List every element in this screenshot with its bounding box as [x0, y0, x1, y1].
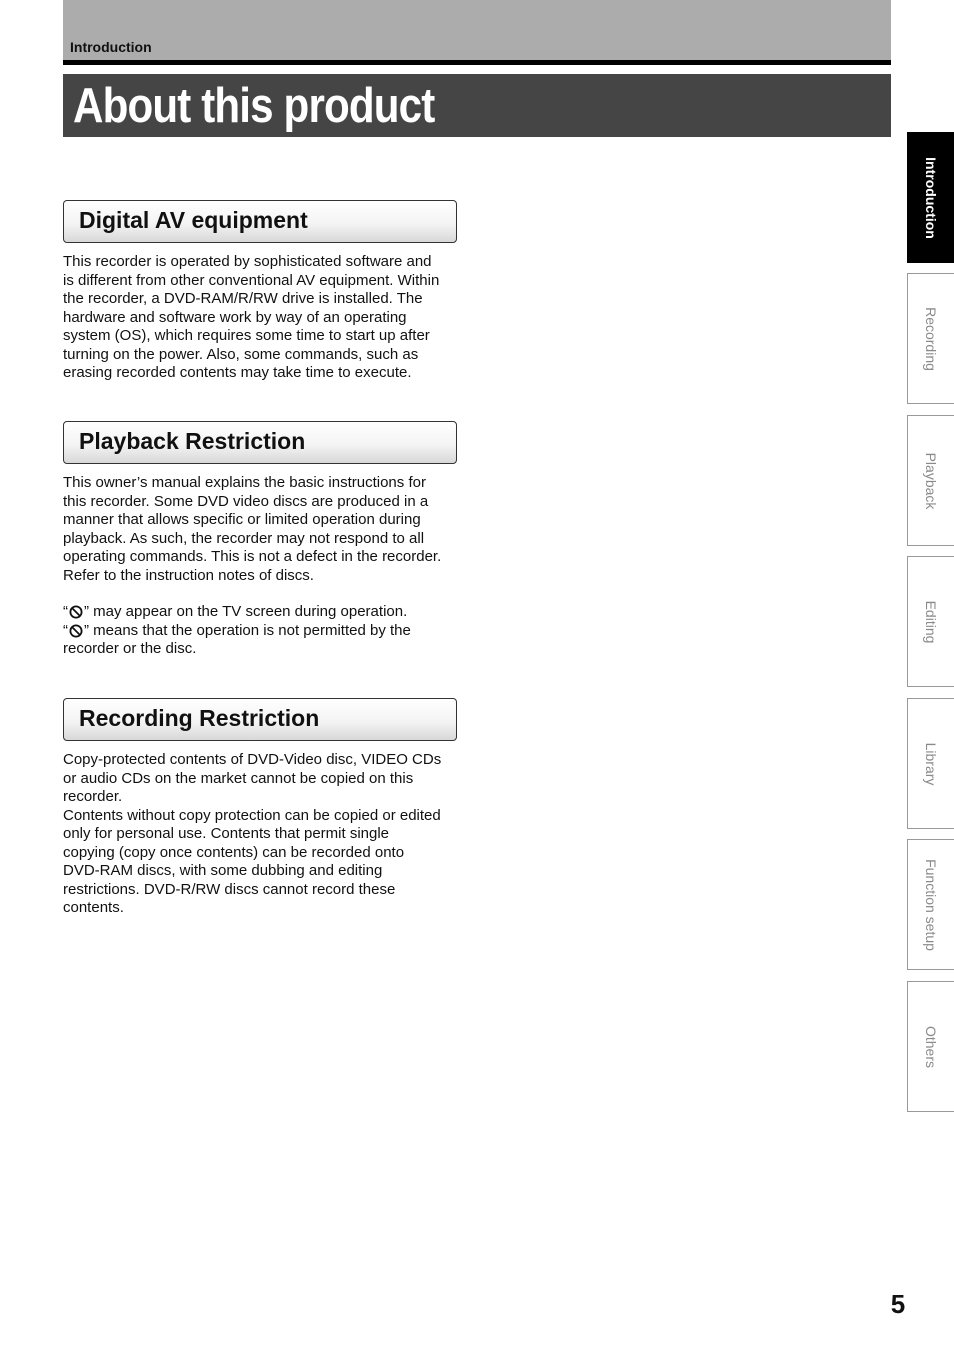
quote-open: “ [63, 603, 68, 620]
section-heading-box-playback [63, 421, 457, 464]
tab-editing[interactable] [907, 556, 954, 687]
tab-label: Function setup [923, 858, 939, 951]
tab-others[interactable] [907, 981, 954, 1112]
header-divider [63, 60, 891, 65]
note-line: recorder or the disc. [63, 640, 197, 657]
body-line: system (OS), which requires some time to start up after [63, 327, 430, 344]
body-line: or audio CDs on the market cannot be copied on this [63, 769, 414, 787]
tab-label: Library [923, 742, 939, 785]
prohibition-note [63, 603, 463, 659]
tab-label: Editing [923, 600, 939, 643]
body-line: operating commands. This is not a defect in the recorder. [63, 548, 442, 565]
prohibited-icon [69, 624, 83, 638]
body-line: this recorder. Some DVD video discs are produced in a [63, 492, 429, 510]
section-body-digital-av [63, 253, 463, 383]
body-line: the recorder, a DVD-RAM/R/RW drive is installed. The [63, 290, 423, 307]
section-body-recording [63, 751, 463, 918]
body-line: manner that allows specific or limited operation during [63, 511, 421, 528]
section-heading-box-digital-av [63, 200, 457, 243]
body-line: erasing recorded contents may take time to execute. [63, 364, 412, 381]
quote-open: “ [63, 621, 68, 639]
body-line: contents. [63, 899, 124, 916]
tab-playback[interactable] [907, 415, 954, 546]
tab-recording[interactable] [907, 273, 954, 404]
note-text: ” may appear on the TV screen during operation. [84, 603, 408, 620]
page-number: 5 [890, 1289, 906, 1319]
body-line: turning on the power. Also, some commands, such as [63, 345, 419, 363]
tab-label: Introduction [923, 156, 939, 239]
section-heading: Playback Restriction [79, 428, 306, 454]
body-line: DVD-RAM discs, with some dubbing and editing [63, 862, 383, 879]
prohibited-icon [69, 605, 83, 619]
tab-function-setup[interactable] [907, 839, 954, 970]
body-line: This owner’s manual explains the basic instructions for [63, 474, 426, 491]
body-line: This recorder is operated by sophisticated software and [63, 253, 432, 270]
tab-label: Others [923, 1025, 939, 1068]
section-heading: Recording Restriction [79, 705, 320, 731]
tab-label: Playback [923, 452, 939, 509]
body-line: only for personal use. Contents that permit single [63, 825, 390, 842]
tab-label: Recording [923, 306, 939, 371]
body-line: restrictions. DVD-R/RW discs cannot record these [63, 880, 396, 898]
section-heading: Digital AV equipment [79, 207, 308, 233]
body-line: copying (copy once contents) can be recorded onto [63, 843, 405, 861]
body-line: is different from other conventional AV equipment. Within [63, 271, 440, 289]
title-bar [63, 74, 891, 137]
note-line [63, 603, 463, 622]
body-line: Copy-protected contents of DVD-Video disc, VIDEO CDs [63, 751, 442, 768]
page-title: About this product [73, 79, 435, 133]
body-line: recorder. [63, 788, 123, 805]
body-line: playback. As such, the recorder may not respond to all [63, 529, 425, 547]
body-line: Refer to the instruction notes of discs. [63, 566, 314, 584]
header-section-label: Introduction [70, 39, 152, 55]
body-line: hardware and software work by way of an operating [63, 308, 407, 326]
section-heading-box-recording [63, 698, 457, 741]
header-bar [63, 0, 891, 60]
body-line: Contents without copy protection can be copied or edited [63, 806, 441, 824]
note-line [63, 622, 463, 641]
section-body-playback [63, 474, 463, 585]
tab-introduction[interactable] [907, 132, 954, 263]
note-text: ” means that the operation is not permitted by the [84, 621, 411, 639]
tab-library[interactable] [907, 698, 954, 829]
